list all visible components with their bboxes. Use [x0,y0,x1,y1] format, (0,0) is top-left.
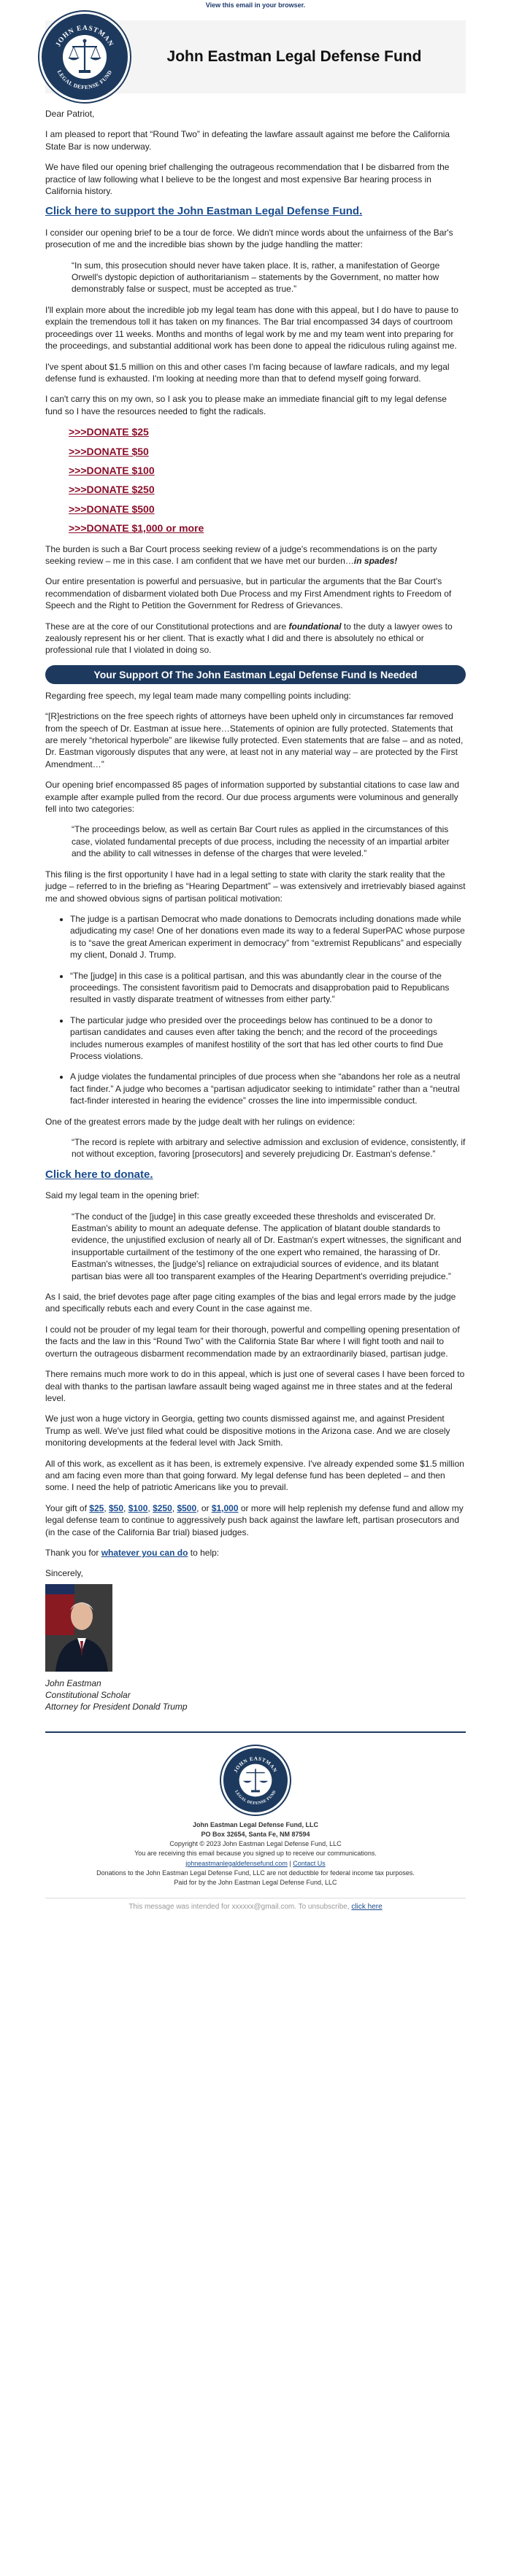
footer-divider [45,1731,466,1733]
footer-email-link[interactable]: johneastmanlegaldefensefund.com [185,1859,288,1867]
list-item: • A judge violates the fundamental principles of due process when she “abandons her role as a neutral fact finder.” A judge who becomes a “partisan adjudicator seeking to intimidate” rather than a “neutral fact-finder interested in hearing the evidence” crosses the line into impermissible conduct. [70,1071,466,1106]
paragraph: We just won a huge victory in Georgia, getting two counts dismissed against me, and against President Trump as well. We've just filed what could be dispositive motions in the Arizona case. And we are closely monitoring developments at the federal level with Jack Smith. [45,1413,450,1448]
whatever-you-can-do-link[interactable]: whatever you can do [101,1547,188,1558]
unsubscribe-link[interactable]: click here [351,1903,383,1912]
closing: Sincerely, [45,1568,83,1579]
email-header [45,20,466,93]
svg-text:JOHN EASTMAN: JOHN EASTMAN [232,1756,279,1774]
signature-title: Constitutional Scholar [45,1689,131,1700]
paragraph: Regarding free speech, my legal team made many compelling points including: [45,690,351,701]
view-in-browser-link[interactable]: View this email in your browser. [205,1,306,9]
signature-name: John Eastman [45,1677,101,1688]
support-banner: Your Support Of The John Eastman Legal Defense Fund Is Needed [45,665,466,684]
greeting: Dear Patriot, [45,109,95,119]
paragraph: I've spent about $1.5 million on this and other cases I'm facing because of lawfare radicals, and my legal defense fund is exhausted. I'm looking at needing more than that to defend myself going forward. [45,361,450,384]
brief-quote: “The record is replete with arbitrary and selective admission and exclusion of evidence, consistently, if not without exception, favoring [prosecutors] and severely prejudicing Dr. Eastman's defense.” [72,1137,466,1160]
gift-500-link[interactable]: $500 [177,1502,197,1513]
brief-quote: “The conduct of the [judge] in this case greatly exceeded these thresholds and eviscerated Dr. Eastman's ability to mount an adequate defense. The application of blatant double standards to evidence, the unjustified exclusion of nearly all of Dr. Eastman's expert witnesses, the significant and insupportable curtailment of the testimony of the one expert who remained, the harassing of Dr. Eastman's witnesses, the [judge's] reliance on extrajudicial sources of evidence, and its blatant partisan bias were all too transparent examples of the Hearing Department's overriding prejudice.” [72,1211,461,1281]
emphasis-text: foundational [288,621,342,632]
paragraph: Our opening brief encompassed 85 pages of information supported by substantial citations to case law and example after example pulled from the record. Our due process arguments were voluminous and generally fell into two categories: [45,780,460,815]
gift-1000-link[interactable]: $1,000 [211,1502,239,1513]
paragraph-text: These are at the core of our Constitutional protections and are [45,621,287,632]
paragraph-text: Your gift of [45,1502,87,1513]
svg-text:LEGAL DEFENSE FUND: LEGAL DEFENSE FUND [234,1789,277,1806]
email-body [45,108,466,1712]
list-item: • The particular judge who presided over the proceedings below has continued to be a donor to partisan candidates and causes even after taking the bench; and the record of the proceedings includes numerous examples of manifest hostility of the sort that has led other courts to find Due Process violations. [70,1015,466,1063]
svg-text:JOHN EASTMAN: JOHN EASTMAN [55,24,115,48]
paragraph [45,543,466,567]
brief-quote: “The proceedings below, as well as certain Bar Court rules as applied in the circumstances of this case, violated fundamental precepts of due process, including the necessity of an impartial arbiter and the ability to call witnesses in defense of the charges that were leveled.” [72,824,450,859]
gift-50-link[interactable]: $50 [108,1502,124,1513]
gift-paragraph: Your gift of $25, $50, $100, $250, $500, or $1,000 or more will help replenish my defense fund and allow my legal defense team to continue to aggressively push back against the lawfare left, partisan prosecutors and (in the case of the California Bar trial) biased judges. [45,1502,464,1537]
bias-points-list [60,913,466,1107]
donate-500-link[interactable]: >>>DONATE $500 [69,503,155,515]
email-footer [45,1746,466,1888]
footer-disclaimer: Donations to the John Eastman Legal Defense Fund, LLC are not deductible for federal income tax purposes. [96,1869,415,1877]
paragraph: Our entire presentation is powerful and persuasive, but in particular the arguments that the Bar Court's recommendation of disbarment violated both Due Process and my First Amendment rights to Freedom of Speech and the Right to Petition the Government for Redress of Grievances. [45,576,452,611]
paragraph: We have filed our opening brief challenging the outrageous recommendation that I be disbarred from the practice of law following what I believe to be the longest and most expensive Bar hearing process in California history. [45,162,450,197]
donate-250-link[interactable]: >>>DONATE $250 [69,484,155,496]
footer-org: John Eastman Legal Defense Fund, LLC [192,1820,319,1828]
footer-seal-logo [221,1746,290,1815]
paragraph: “[R]estrictions on the free speech rights of attorneys have been upheld only in circumstances far removed from the speech of Dr. Eastman at issue here…Statements of opinion are fully protected. Statements that are merely “rhetorical hyperbole” are likewise fully protected. Even statements that are false – and as noted, Dr. Eastman vigorously disputes that any were, at least not in any material way – are protected by the First Amendment…” [45,711,464,769]
donate-link[interactable]: Click here to donate. [45,1168,153,1181]
footer-paid-for: Paid for by the John Eastman Legal Defense Fund, LLC [174,1879,337,1886]
unsubscribe-bar [45,1898,466,1911]
donation-links [69,426,466,534]
paragraph: I could not be prouder of my legal team for their thorough, powerful and compelling opening presentation of the facts and the law in this “Round Two” with the California State Bar where I will fight tooth and nail to overturn the outrageous disbarment recommendation made by an extraordinarily biased, partisan judge. [45,1324,460,1359]
paragraph: All of this work, as excellent as it has been, is extremely expensive. I've already expended some $1.5 million and am facing even more than that going forward. My legal defense fund has been depleted – and then some. I need the help of patriotic Americans like you to prevail. [45,1458,464,1493]
signature-block [45,1677,466,1712]
gift-100-link[interactable]: $100 [128,1502,148,1513]
thanks-paragraph [45,1547,466,1559]
fund-seal-logo [39,12,130,102]
author-photo [45,1584,112,1672]
list-item: • The judge is a partisan Democrat who made donations to Democrats including donations made while adjudicating my case! One of her donations even made its way to a federal SuperPAC whose purpose is to “save the great American experiment in democracy” from “extremist Republicans” and especially my client, Donald J. Trump. [70,913,466,961]
donate-25-link[interactable]: >>>DONATE $25 [69,426,149,438]
donate-100-link[interactable]: >>>DONATE $100 [69,464,155,476]
paragraph: Said my legal team in the opening brief: [45,1190,199,1201]
top-bar [0,0,511,10]
paragraph: As I said, the brief devotes page after page citing examples of the bias and legal errors made by the judge and specifically rebuts each and every Count in the case against me. [45,1292,456,1314]
donate-50-link[interactable]: >>>DONATE $50 [69,445,149,457]
paragraph: This filing is the first opportunity I have had in a legal setting to state with clarity the stark reality that the judge – referred to in the briefing as “Hearing Department” – was extensively and irretrievably biased against me and showed obvious signs of partisan political motivation: [45,869,466,904]
scales-of-justice-icon [223,1748,288,1812]
paragraph-text: to the duty a lawyer owes to zealously represent his or her client. That is exactly what I did and there is absolutely no ethical or professional rule that I violated in doing so. [45,621,453,656]
footer-separator: | [289,1859,291,1867]
paragraph: There remains much more work to do in this appeal, which is just one of several cases I have been forced to deal with thanks to the partisan lawfare assault being waged against me in three states and at the federal level. [45,1369,465,1403]
header-title: John Eastman Legal Defense Fund [166,48,422,65]
footer-copyright: Copyright © 2023 John Eastman Legal Defense Fund, LLC [169,1840,342,1848]
contact-us-link[interactable]: Contact Us [293,1859,326,1867]
paragraph: I'll explain more about the incredible job my legal team has done with this appeal, but I do have to pause to explain the tremendous toll it has taken on my finances. The Bar trial encompassed 34 days of courtroom proceedings over 11 weeks. Months and months of legal work by me and my team went into preparing for the proceedings, and substantial additional work has been done to appeal the ridiculous ruling against me. [45,304,458,352]
paragraph-text: to help: [190,1547,220,1558]
scales-of-justice-icon [42,14,128,100]
intended-recipient-text: This message was intended for xxxxxx@gmail.com. To unsubscribe, [128,1903,350,1912]
svg-text:LEGAL DEFENSE FUND: LEGAL DEFENSE FUND [55,69,114,91]
paragraph [45,621,466,656]
footer-links [45,1859,466,1869]
paragraph: I consider our opening brief to be a tour de force. We didn't mince words about the unfairness of the Bar's prosecution of me and the incredible bias shown by the judge handling the matter: [45,227,453,250]
signature-title: Attorney for President Donald Trump [45,1701,188,1712]
footer-address: PO Box 32654, Santa Fe, NM 87594 [201,1830,310,1838]
paragraph-text: or more will help replenish my defense fund and allow my legal defense team to continue to aggressively push back against the lawfare left, partisan prosecutors and (in the case of the California Bar trial) biased judges. [45,1502,464,1537]
list-item: • “The [judge] in this case is a political partisan, and this was abundantly clear in the course of the proceedings. The consistent favoritism paid to Democrats and disapprobation paid to Republicans resulted in vastly disparate treatment of witnesses from either party.” [70,970,466,1006]
portrait-image [45,1584,112,1672]
footer-reason: You are receiving this email because you signed up to receive our communications. [134,1850,377,1858]
support-fund-link[interactable]: Click here to support the John Eastman Legal Defense Fund. [45,205,363,218]
paragraph: One of the greatest errors made by the judge dealt with her rulings on evidence: [45,1116,356,1127]
paragraph: I can't carry this on my own, so I ask you to please make an immediate financial gift to my legal defense fund so I have the resources needed to fight the radicals. [45,394,447,416]
paragraph: I am pleased to report that “Round Two” in defeating the lawfare assault against me before the California State Bar is now underway. [45,129,450,152]
paragraph-text: The burden is such a Bar Court process seeking review of a judge's recommendations is on the party seeking review – me in this case. I am confident that we have met our burden… [45,543,437,566]
emphasis-text: in spades! [353,555,398,566]
paragraph-text: Thank you for [45,1547,99,1558]
donate-1000-link[interactable]: >>>DONATE $1,000 or more [69,522,204,535]
gift-250-link[interactable]: $250 [153,1502,172,1513]
brief-quote: “In sum, this prosecution should never have taken place. It is, rather, a manifestation of George Orwell's dystopic depiction of authoritarianism – statements by the Government, no matter how demonstrably false or suspect, must be accepted as true.” [72,260,440,295]
paragraph-text: or [201,1502,210,1513]
gift-25-link[interactable]: $25 [89,1502,104,1513]
